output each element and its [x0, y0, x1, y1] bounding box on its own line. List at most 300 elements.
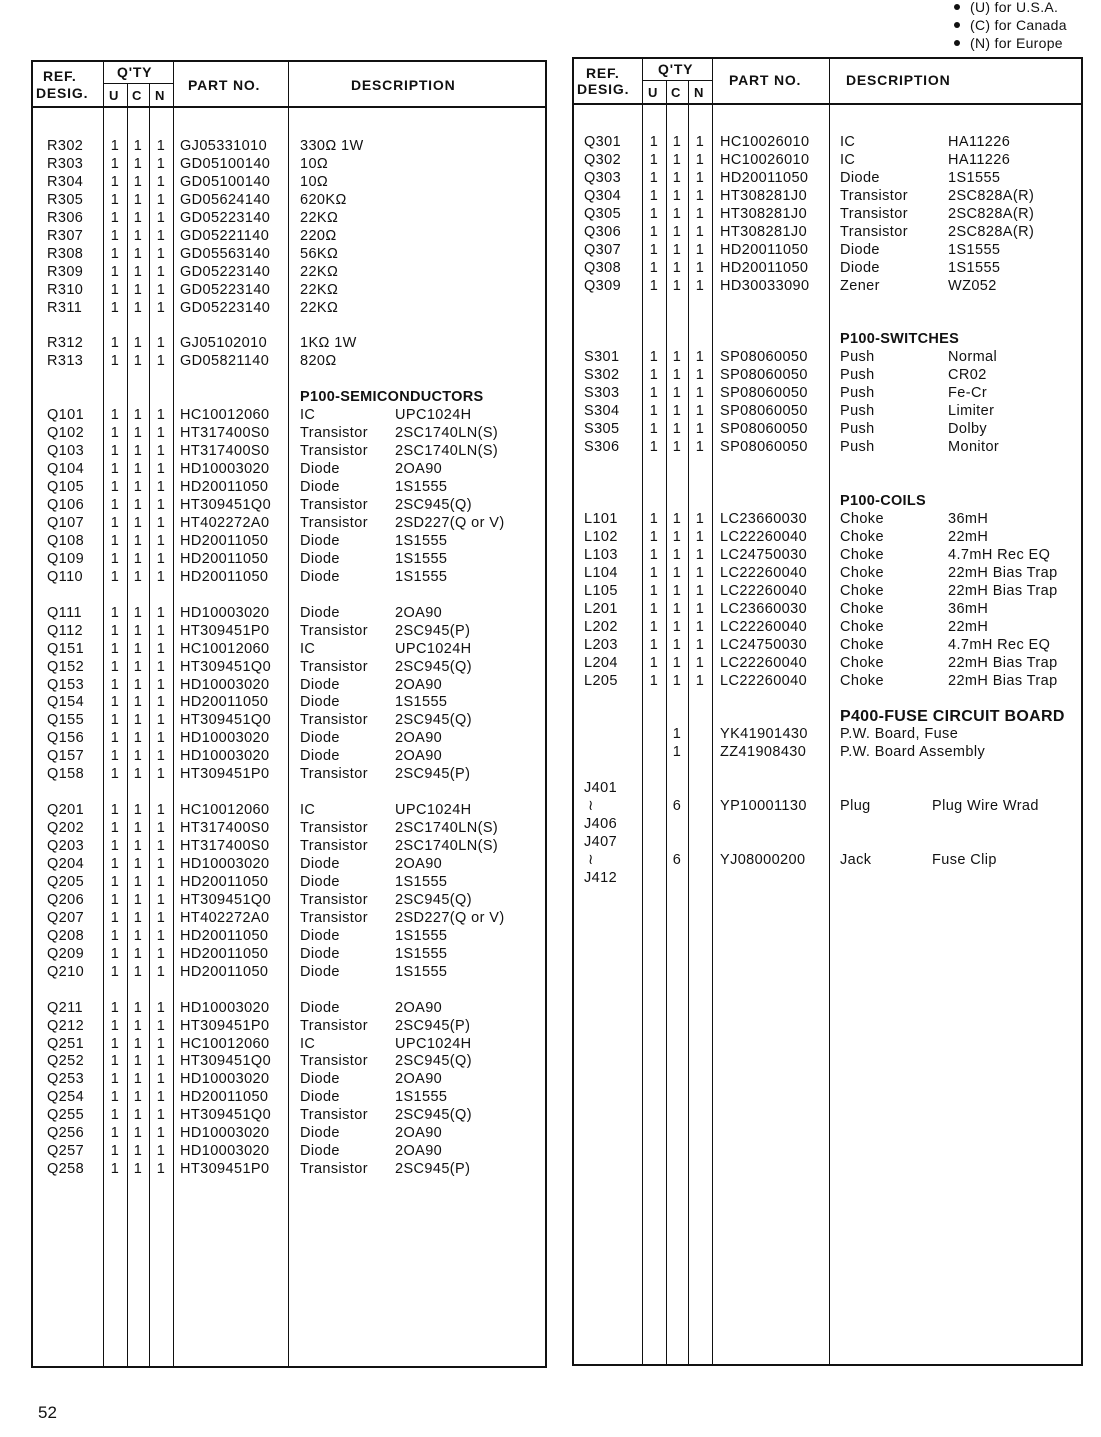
part-no: HT317400S0 — [180, 838, 270, 855]
qty-c: 1 — [672, 385, 682, 402]
qty-u: 1 — [110, 909, 120, 926]
qty-c: 1 — [672, 439, 682, 456]
qty-n: 1 — [156, 945, 166, 962]
description: 820Ω — [300, 353, 337, 370]
ref-desig: Q209 — [47, 945, 85, 962]
qty-c: 1 — [133, 730, 143, 747]
qty-n: 1 — [156, 1017, 166, 1034]
part-no: HT402272A0 — [180, 909, 270, 926]
qty-c: 1 — [672, 241, 682, 258]
qty-u: 1 — [110, 173, 120, 190]
ref-desig: Q108 — [47, 532, 85, 549]
component-type: Choke — [840, 582, 884, 599]
parts-table-left — [31, 60, 547, 1368]
qty-c: 1 — [133, 245, 143, 262]
qty-n: 1 — [695, 259, 705, 276]
description: 56KΩ — [300, 245, 339, 262]
component-type: Jack — [840, 852, 872, 868]
qty-c: 1 — [133, 191, 143, 208]
ref-desig: Q104 — [47, 461, 85, 478]
qty-n: 1 — [156, 640, 166, 657]
qty-n: 1 — [156, 1161, 166, 1178]
qty-n: 1 — [156, 497, 166, 513]
component-spec: 1S1555 — [395, 532, 448, 549]
qty-n: 1 — [156, 927, 166, 944]
qty-u: 1 — [110, 640, 120, 657]
qty-u: 1 — [110, 604, 120, 621]
component-type: Diode — [840, 169, 880, 186]
component-type: Diode — [300, 1089, 340, 1106]
ref-desig: Q254 — [47, 1089, 85, 1106]
qty-c: 1 — [133, 550, 143, 567]
ref-desig: Q153 — [47, 676, 85, 693]
qty-u: 1 — [110, 209, 120, 226]
qty-n: 1 — [695, 277, 705, 294]
qty-c: 1 — [133, 658, 143, 675]
component-type: Diode — [300, 1071, 340, 1088]
component-spec: Dolby — [948, 421, 988, 438]
part-no: HT309451Q0 — [180, 1107, 272, 1124]
bullet-icon — [954, 22, 960, 28]
component-spec: 2OA90 — [395, 999, 443, 1016]
qty-n: 1 — [156, 999, 166, 1016]
ref-desig: Q102 — [47, 425, 85, 442]
component-type: Diode — [840, 241, 880, 258]
ref-desig: R310 — [47, 281, 84, 298]
qty-u: 1 — [649, 259, 659, 276]
header-n: N — [155, 88, 165, 103]
part-no: HT309451P0 — [180, 1161, 270, 1178]
component-type: Choke — [840, 528, 884, 545]
description: 620KΩ — [300, 191, 347, 208]
component-type: Transistor — [300, 891, 368, 908]
component-spec: Fe-Cr — [948, 385, 988, 402]
qty-u: 1 — [649, 564, 659, 581]
component-spec: 1S1555 — [395, 873, 448, 890]
qty-n: 1 — [695, 223, 705, 240]
component-type: Choke — [840, 672, 884, 689]
ref-desig: Q158 — [47, 766, 85, 783]
ref-desig: Q253 — [47, 1071, 85, 1088]
ref-desig: Q307 — [584, 241, 622, 258]
header-n: N — [694, 85, 704, 100]
component-spec: 22mH Bias Trap — [948, 672, 1058, 689]
part-no: LC22260040 — [720, 618, 808, 635]
qty-n: 1 — [156, 1035, 166, 1052]
component-spec: 2SC945(P) — [395, 622, 471, 639]
qty-u: 1 — [110, 820, 120, 837]
part-no: SP08060050 — [720, 403, 808, 420]
component-spec: Limiter — [948, 403, 995, 420]
qty-c: 1 — [672, 672, 682, 689]
component-spec: UPC1024H — [395, 407, 472, 424]
qty-u: 1 — [110, 1089, 120, 1106]
qty-u: 1 — [110, 1107, 120, 1124]
part-no: HT309451Q0 — [180, 497, 272, 513]
part-no: HT309451Q0 — [180, 891, 272, 908]
qty-u: 1 — [110, 443, 120, 460]
ref-desig: Q258 — [47, 1161, 85, 1178]
component-spec: 2SC945(P) — [395, 766, 471, 783]
part-no: YP10001130 — [720, 798, 807, 815]
component-type: Diode — [300, 461, 340, 478]
qty-c: 1 — [133, 227, 143, 244]
component-type: Diode — [300, 945, 340, 962]
part-no: HD10003020 — [180, 461, 270, 478]
qty-c: 1 — [133, 353, 143, 370]
qty-u: 1 — [110, 1053, 120, 1070]
qty-c: 1 — [133, 155, 143, 172]
ref-desig: S306 — [584, 439, 620, 456]
qty-n: 1 — [156, 1125, 166, 1142]
component-type: Diode — [300, 550, 340, 567]
ref-desig: Q304 — [584, 187, 622, 204]
component-spec: CR02 — [948, 367, 987, 384]
ref-desig: Q211 — [47, 999, 83, 1016]
qty-n: 1 — [156, 1107, 166, 1124]
header-desig: DESIG. — [36, 85, 89, 101]
component-type: Push — [840, 367, 875, 384]
ref-desig: Q205 — [47, 873, 85, 890]
qty-c: 1 — [133, 856, 143, 872]
ref-desig: R304 — [47, 173, 84, 190]
ref-desig: L102 — [584, 528, 618, 545]
part-no: GD05100140 — [180, 173, 271, 190]
ref-desig: R313 — [47, 353, 84, 370]
qty-c: 1 — [672, 277, 682, 294]
qty-c: 1 — [672, 367, 682, 384]
component-spec: 2SD227(Q or V) — [395, 909, 505, 926]
component-type: Transistor — [300, 658, 368, 675]
qty-u: 1 — [110, 658, 120, 675]
qty-c: 1 — [672, 744, 682, 761]
component-spec: 2SC945(Q) — [395, 497, 472, 513]
component-spec: 1S1555 — [395, 694, 448, 711]
qty-c: 6 — [672, 798, 682, 815]
qty-u: 1 — [110, 1161, 120, 1178]
qty-n: 1 — [695, 618, 705, 635]
part-no: HD20011050 — [180, 927, 269, 944]
component-spec: 2SC945(Q) — [395, 1053, 472, 1070]
description: 22KΩ — [300, 281, 339, 298]
qty-c: 1 — [133, 479, 143, 496]
header-part-no: PART NO. — [188, 77, 261, 93]
part-no: HD20011050 — [180, 479, 269, 496]
header-c: C — [132, 88, 142, 103]
component-type: Choke — [840, 600, 884, 617]
ref-desig: J401 — [584, 780, 618, 797]
component-spec: 2SC828A(R) — [948, 205, 1035, 222]
part-no: HT308281J0 — [720, 187, 808, 204]
component-type: Diode — [300, 963, 340, 980]
qty-c: 1 — [672, 528, 682, 545]
ref-desig: Q302 — [584, 151, 622, 168]
qty-n: 1 — [695, 510, 705, 527]
qty-u: 1 — [110, 730, 120, 747]
ref-desig: Q111 — [47, 604, 82, 621]
component-spec: 2SC1740LN(S) — [395, 425, 499, 442]
component-type: Diode — [300, 568, 340, 585]
component-type: P.W. Board Assembly — [840, 744, 986, 761]
ref-desig: Q309 — [584, 277, 622, 294]
ref-desig: Q208 — [47, 927, 85, 944]
component-spec: 4.7mH Rec EQ — [948, 546, 1051, 563]
component-spec: 2SC945(P) — [395, 1017, 471, 1034]
component-type: Transistor — [300, 497, 368, 513]
qty-n: 1 — [156, 820, 166, 837]
qty-u: 1 — [649, 618, 659, 635]
qty-u: 1 — [649, 528, 659, 545]
ref-desig: Q301 — [584, 134, 622, 150]
component-spec: 1S1555 — [948, 259, 1001, 276]
qty-c: 1 — [672, 726, 682, 743]
component-type: Transistor — [300, 1161, 368, 1178]
qty-n: 1 — [156, 425, 166, 442]
qty-u: 1 — [110, 461, 120, 478]
qty-u: 1 — [649, 367, 659, 384]
component-spec: 2OA90 — [395, 856, 443, 872]
qty-n: 1 — [156, 335, 166, 352]
part-no: HD10003020 — [180, 1125, 270, 1142]
component-spec: 2SC945(Q) — [395, 891, 472, 908]
qty-n: 1 — [156, 658, 166, 675]
component-type: Transistor — [300, 838, 368, 855]
qty-n: 1 — [156, 622, 166, 639]
qty-u: 1 — [110, 191, 120, 208]
component-type: Diode — [300, 479, 340, 496]
qty-u: 1 — [110, 766, 120, 783]
qty-c: 1 — [672, 134, 682, 150]
ref-desig: R307 — [47, 227, 84, 244]
part-no: HD20011050 — [720, 241, 809, 258]
part-no: HD10003020 — [180, 748, 270, 765]
qty-u: 1 — [110, 263, 120, 280]
component-spec: 2OA90 — [395, 604, 443, 621]
part-no: GD05624140 — [180, 191, 271, 208]
ref-desig: Q206 — [47, 891, 85, 908]
qty-c: 1 — [672, 349, 682, 366]
ref-desig: Q207 — [47, 909, 85, 926]
qty-c: 1 — [133, 1143, 143, 1160]
header-description: DESCRIPTION — [351, 77, 456, 93]
ref-desig: Q152 — [47, 658, 85, 675]
part-no: HT308281J0 — [720, 205, 808, 222]
component-type: Push — [840, 421, 875, 438]
part-no: HD20011050 — [180, 963, 269, 980]
component-type: Diode — [300, 676, 340, 693]
ref-desig: Q110 — [47, 568, 83, 585]
qty-c: 1 — [133, 909, 143, 926]
ref-desig: L204 — [584, 654, 618, 671]
ref-desig: R312 — [47, 335, 84, 352]
qty-u: 1 — [110, 245, 120, 262]
qty-n: 1 — [156, 443, 166, 460]
qty-n: 1 — [695, 582, 705, 599]
component-type: Choke — [840, 636, 884, 653]
ref-desig: Q202 — [47, 820, 85, 837]
part-no: HD30033090 — [720, 277, 810, 294]
qty-n: 1 — [695, 134, 705, 150]
qty-c: 1 — [672, 187, 682, 204]
qty-n: 1 — [156, 550, 166, 567]
part-no: HD20011050 — [180, 568, 269, 585]
ref-desig: L203 — [584, 636, 618, 653]
qty-n: 1 — [156, 838, 166, 855]
component-spec: 1S1555 — [395, 550, 448, 567]
part-no: SP08060050 — [720, 349, 808, 366]
bullet-icon — [954, 40, 960, 46]
ref-desig: L105 — [584, 582, 618, 599]
ref-desig: Q156 — [47, 730, 85, 747]
component-spec: 2SC945(Q) — [395, 712, 472, 729]
part-no: LC22260040 — [720, 528, 808, 545]
qty-c: 1 — [133, 532, 143, 549]
qty-c: 1 — [672, 403, 682, 420]
part-no: ZZ41908430 — [720, 744, 807, 761]
qty-u: 1 — [649, 403, 659, 420]
component-type: Transistor — [300, 1017, 368, 1034]
ref-desig: Q112 — [47, 622, 83, 639]
bullet-icon — [954, 4, 960, 10]
component-type: Choke — [840, 564, 884, 581]
header-u: U — [648, 85, 658, 100]
component-spec: 2SC945(Q) — [395, 658, 472, 675]
ref-desig: Q256 — [47, 1125, 85, 1142]
header-ref: REF. — [43, 68, 77, 84]
ref-desig: J412 — [584, 869, 618, 886]
ref-desig: Q201 — [47, 802, 85, 819]
component-type: Transistor — [300, 622, 368, 639]
qty-u: 1 — [110, 514, 120, 531]
header-ref: REF. — [586, 65, 620, 81]
part-no: HT309451P0 — [180, 1017, 270, 1034]
qty-n: 1 — [695, 528, 705, 545]
qty-n: 1 — [156, 963, 166, 980]
qty-u: 1 — [649, 672, 659, 689]
component-type: Diode — [300, 999, 340, 1016]
description: 10Ω — [300, 173, 329, 190]
component-type: Transistor — [300, 712, 368, 729]
qty-c: 1 — [133, 1017, 143, 1034]
part-no: HD20011050 — [180, 945, 269, 962]
qty-u: 1 — [110, 227, 120, 244]
ref-desig: Q204 — [47, 856, 85, 872]
ref-desig: Q103 — [47, 443, 85, 460]
part-no: SP08060050 — [720, 421, 808, 438]
ref-desig: Q155 — [47, 712, 85, 729]
component-spec: 2SD227(Q or V) — [395, 514, 505, 531]
qty-n: 1 — [695, 367, 705, 384]
qty-c: 1 — [672, 223, 682, 240]
part-no: GD05223140 — [180, 299, 271, 316]
component-type: Transistor — [300, 766, 368, 783]
component-spec: HA11226 — [948, 134, 1011, 150]
qty-u: 1 — [110, 1071, 120, 1088]
qty-c: 1 — [672, 151, 682, 168]
qty-c: 1 — [133, 1071, 143, 1088]
qty-u: 1 — [649, 205, 659, 222]
part-no: HD10003020 — [180, 999, 270, 1016]
component-spec: 1S1555 — [395, 568, 448, 585]
qty-n: 1 — [156, 1071, 166, 1088]
qty-u: 1 — [110, 838, 120, 855]
qty-c: 1 — [133, 443, 143, 460]
section-title: P100-SWITCHES — [840, 331, 960, 348]
component-spec: UPC1024H — [395, 802, 472, 819]
qty-c: 1 — [133, 945, 143, 962]
qty-n: 1 — [156, 748, 166, 765]
ref-desig: Q251 — [47, 1035, 85, 1052]
qty-c: 1 — [133, 999, 143, 1016]
qty-c: 1 — [672, 546, 682, 563]
qty-n: 1 — [156, 604, 166, 621]
description: 220Ω — [300, 227, 337, 244]
component-spec: 1S1555 — [395, 479, 448, 496]
description: 1KΩ 1W — [300, 335, 357, 352]
part-no: GD05223140 — [180, 209, 271, 226]
part-no: HD20011050 — [720, 259, 809, 276]
component-spec: 2OA90 — [395, 730, 443, 747]
qty-u: 1 — [649, 241, 659, 258]
part-no: GD05821140 — [180, 353, 270, 370]
component-spec: HA11226 — [948, 151, 1011, 168]
qty-c: 1 — [133, 1089, 143, 1106]
legend-text: (C) for Canada — [970, 17, 1067, 33]
qty-c: 1 — [133, 694, 143, 711]
description: 330Ω 1W — [300, 138, 364, 154]
component-spec: 2OA90 — [395, 461, 443, 478]
part-no: HC10026010 — [720, 151, 810, 168]
qty-u: 1 — [110, 748, 120, 765]
ref-desig: Q203 — [47, 838, 85, 855]
ref-desig: R306 — [47, 209, 84, 226]
qty-n: 1 — [156, 909, 166, 926]
qty-n: 1 — [695, 169, 705, 186]
qty-n: 1 — [156, 514, 166, 531]
qty-c: 1 — [133, 263, 143, 280]
qty-u: 1 — [110, 999, 120, 1016]
ref-desig: Q306 — [584, 223, 622, 240]
qty-n: 1 — [695, 421, 705, 438]
component-type: IC — [840, 134, 856, 150]
parts-table-right — [572, 57, 1083, 1366]
qty-n: 1 — [156, 209, 166, 226]
section-title: P100-SEMICONDUCTORS — [300, 389, 484, 406]
section-title: P100-COILS — [840, 493, 926, 509]
part-no: LC23660030 — [720, 510, 808, 527]
component-spec: 2OA90 — [395, 748, 443, 765]
qty-n: 1 — [695, 439, 705, 456]
component-spec: UPC1024H — [395, 1035, 472, 1052]
part-no: HT309451Q0 — [180, 712, 272, 729]
qty-c: 1 — [133, 1107, 143, 1124]
qty-n: 1 — [695, 403, 705, 420]
part-no: HT309451P0 — [180, 766, 270, 783]
part-no: HC10012060 — [180, 407, 270, 424]
qty-n: 1 — [156, 676, 166, 693]
ref-desig: R308 — [47, 245, 84, 262]
qty-c: 1 — [672, 618, 682, 635]
component-type: Push — [840, 439, 875, 456]
qty-c: 1 — [672, 654, 682, 671]
component-spec: 2SC1740LN(S) — [395, 838, 499, 855]
qty-n: 1 — [156, 263, 166, 280]
component-type: Choke — [840, 510, 884, 527]
qty-n: 1 — [156, 891, 166, 908]
component-spec: 2OA90 — [395, 676, 443, 693]
part-no: YK41901430 — [720, 726, 808, 743]
qty-c: 1 — [672, 169, 682, 186]
